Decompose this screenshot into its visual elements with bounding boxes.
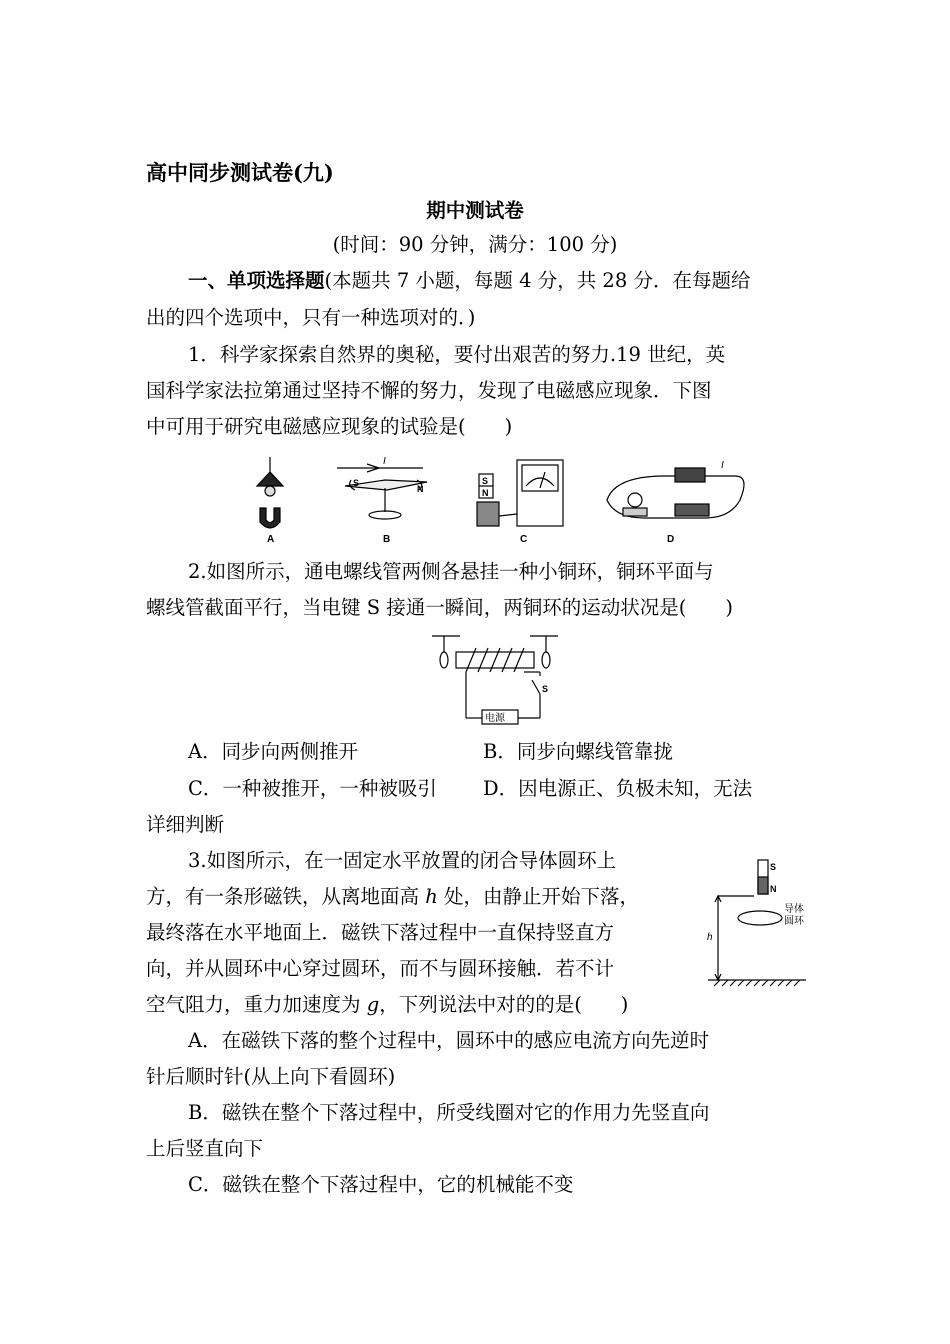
q3-option-a-line2: 针后顺时针(从上向下看圆环): [146, 1065, 396, 1088]
figure-b-pole-s: S: [353, 478, 360, 488]
q3-line5-b: ，下列说法中对的的是( ): [379, 993, 629, 1016]
q3-line2-b: 处，由静止开始下落，: [437, 885, 639, 908]
figure-c-pole-n: N: [482, 488, 489, 498]
q1-line3: 中可用于研究电磁感应现象的试验是( ): [146, 415, 513, 438]
figure-label-b: B: [383, 534, 391, 544]
q2-option-b: B．同步向螺线管靠拢: [483, 740, 673, 763]
ring-label-1: 导体: [784, 904, 804, 915]
q3-line5: [146, 990, 628, 1020]
exam-info: (时间：90 分钟，满分：100 分): [332, 233, 618, 256]
section-intro-line2: 出的四个选项中，只有一种选项对的．): [146, 306, 476, 329]
q3-line5-a: 空气阻力，重力加速度为: [146, 993, 367, 1016]
series-title: 高中同步测试卷(九): [146, 160, 334, 185]
power-source-label: 电源: [485, 713, 505, 724]
ring-label-2: 圆环: [784, 916, 804, 927]
section-heading: 一、单项选择题: [188, 269, 325, 292]
q2-option-d-cont: 详细判断: [146, 813, 225, 836]
q1-line1: 1．科学家探索自然界的奥秘，要付出艰苦的努力.19 世纪，英: [188, 343, 726, 366]
figure-b-current-label: I: [383, 456, 386, 467]
q1-line2: 国科学家法拉第通过坚持不懈的努力，发现了电磁感应现象．下图: [146, 379, 712, 402]
q3-line4: 向，并从圆环中心穿过圆环，而不与圆环接触．若不计: [146, 957, 615, 980]
q3-option-c: C．磁铁在整个下落过程中，它的机械能不变: [188, 1173, 574, 1196]
q3-line3: 最终落在水平地面上．磁铁下落过程中一直保持竖直方: [146, 921, 615, 944]
figure-d-current-label: I: [721, 460, 724, 471]
q2-option-c: C．一种被推开，一种被吸引: [188, 777, 437, 800]
magnet-pole-n: N: [770, 884, 777, 894]
q2-option-d: D．因电源正、负极未知，无法: [483, 777, 753, 800]
figure-label-a: A: [267, 534, 275, 544]
figure-label-c: C: [520, 534, 528, 544]
q2-solenoid-figure: [430, 632, 560, 726]
section-intro-line1: [188, 266, 750, 296]
figure-b-pole-n: N: [417, 484, 424, 494]
q3-var-g: g: [366, 993, 380, 1016]
q2-option-a: A．同步向两侧推开: [188, 740, 359, 763]
q3-option-b-line1: B．磁铁在整个下落过程中，所受线圈对它的作用力先竖直向: [188, 1101, 710, 1124]
figure-b-needle-wire-icon: [337, 464, 427, 519]
figure-c-pole-s: S: [482, 476, 489, 486]
height-label: h: [707, 932, 713, 943]
q3-line2-a: 方，有一条形磁铁，从离地面高: [146, 885, 426, 908]
q3-option-a-line1: A．在磁铁下落的整个过程中，圆环中的感应电流方向先逆时: [188, 1029, 710, 1052]
figure-d-circuit-icon: [607, 468, 744, 518]
figure-c-galvanometer-icon: [477, 460, 563, 526]
solenoid-icon: [432, 636, 558, 724]
switch-label: S: [542, 684, 549, 694]
q3-option-b-line2: 上后竖直向下: [146, 1137, 264, 1160]
magnet-pole-s: S: [770, 862, 777, 872]
exam-title: 期中测试卷: [426, 199, 524, 222]
figure-label-d: D: [667, 534, 675, 544]
q2-line1: 2.如图所示，通电螺线管两侧各悬挂一种小铜环，铜环平面与: [188, 560, 714, 583]
q2-line2: 螺线管截面平行，当电键 S 接通一瞬间，两铜环的运动状况是( ): [146, 596, 733, 619]
q3-line1: 3.如图所示，在一固定水平放置的闭合导体圆环上: [188, 849, 617, 872]
section-intro: (本题共 7 小题，每题 4 分，共 28 分．在每题给: [324, 269, 751, 292]
q3-line2: [146, 882, 639, 912]
q1-figure: [245, 452, 745, 544]
figure-a-lamp-magnet-icon: [257, 457, 283, 528]
q3-var-h: h: [425, 885, 438, 908]
q3-figure: [706, 856, 812, 988]
